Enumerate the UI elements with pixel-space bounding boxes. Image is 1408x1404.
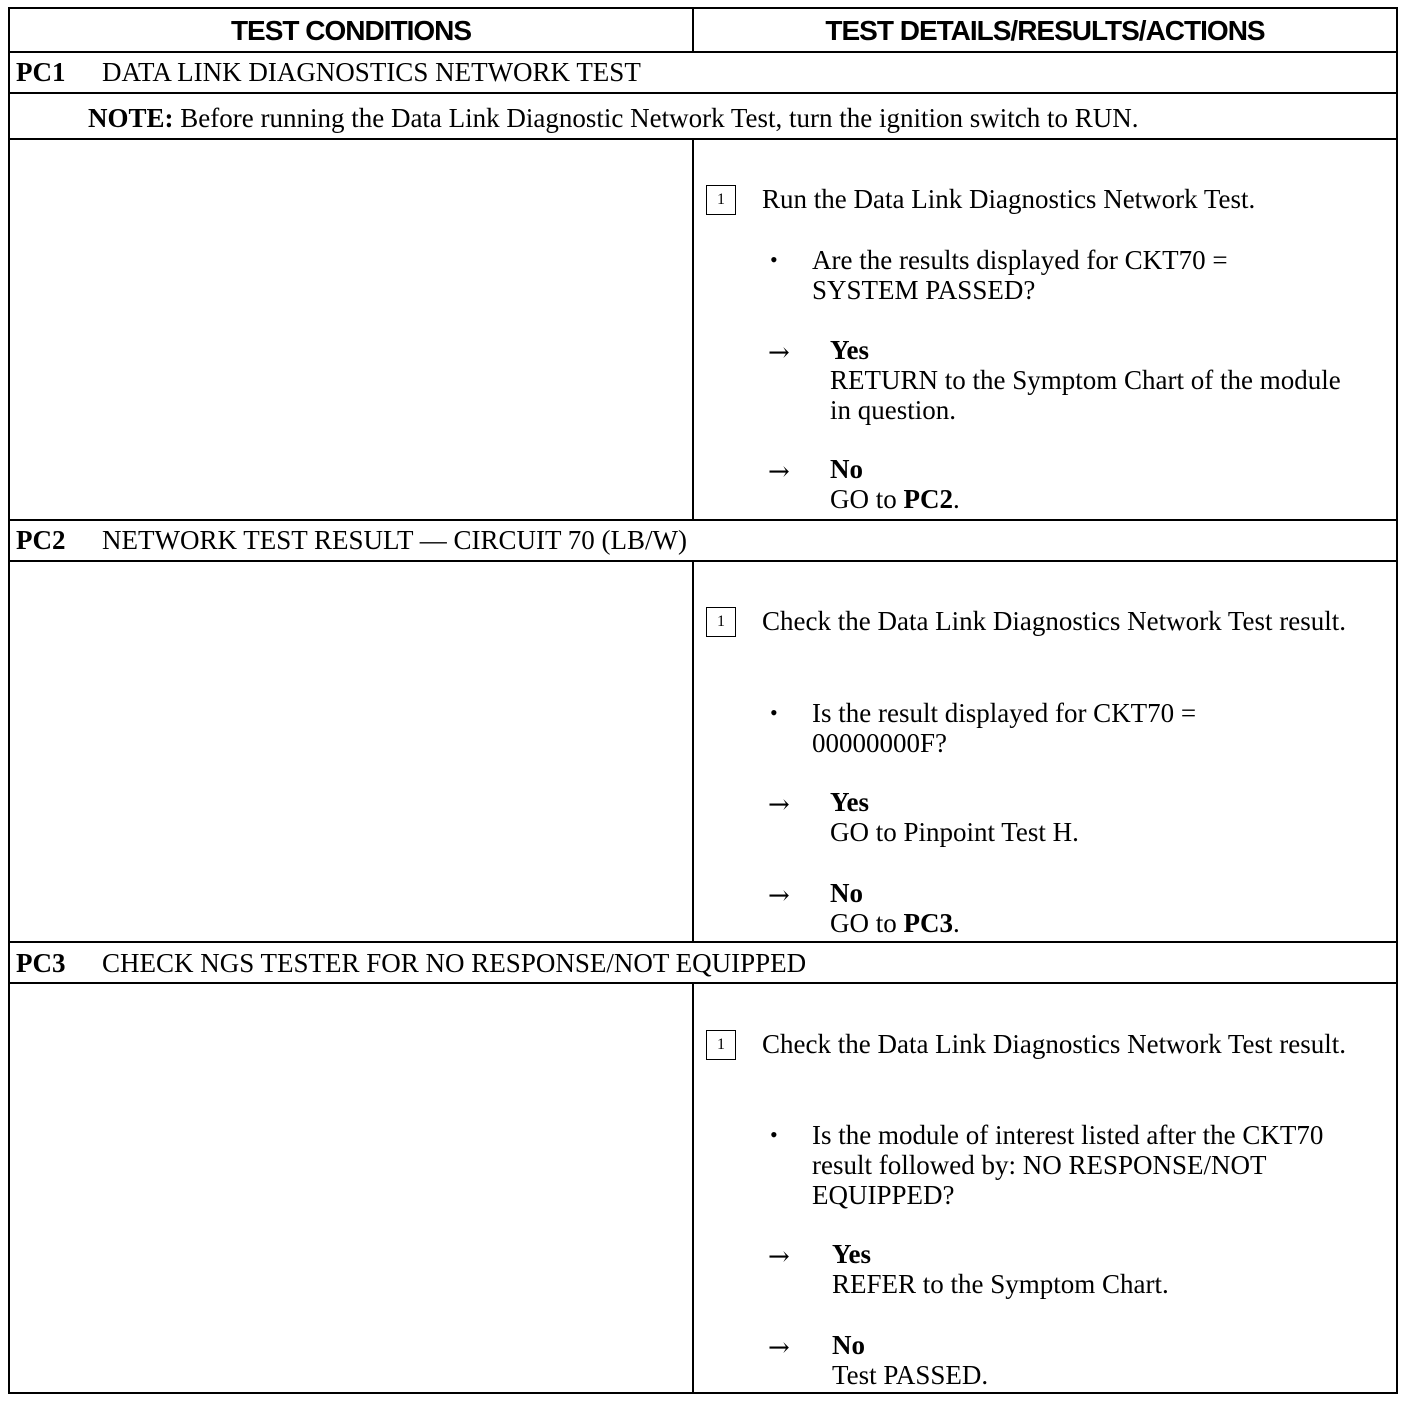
bullet-icon: • (770, 700, 778, 725)
yes-action: REFER to the Symptom Chart. (832, 1269, 1169, 1299)
step-number-box: 1 (706, 185, 736, 215)
no-action-target: PC2 (903, 484, 953, 514)
pc1-end-divider (10, 519, 1396, 521)
step-number-box: 1 (706, 607, 736, 637)
section-code: PC1 (16, 57, 66, 87)
arrow-right-icon: → (768, 881, 790, 911)
pc3-title-divider (10, 982, 1396, 984)
yes-label: Yes (830, 787, 869, 817)
section-title-text: CHECK NGS TESTER FOR NO RESPONSE/NOT EQUIPPED (102, 948, 807, 978)
section-title-pc3 (16, 948, 806, 979)
arrow-right-icon: → (768, 1333, 790, 1363)
arrow-right-icon: → (768, 1242, 790, 1272)
yes-branch (830, 787, 1350, 847)
section-title-pc2 (16, 525, 687, 556)
bullet-icon: • (770, 247, 778, 272)
yes-branch (832, 1239, 1352, 1299)
no-action-suffix: . (953, 484, 960, 514)
note (88, 103, 1138, 134)
pc2-end-divider (10, 941, 1396, 943)
yes-action: GO to Pinpoint Test H. (830, 817, 1079, 847)
section-title-text: NETWORK TEST RESULT — CIRCUIT 70 (LB/W) (102, 525, 688, 555)
no-action-target: PC3 (903, 908, 953, 938)
column-header-test-details: TEST DETAILS/RESULTS/ACTIONS (825, 15, 1265, 46)
arrow-right-icon: → (768, 457, 790, 487)
pc2-title-divider (10, 560, 1396, 562)
step-text: Run the Data Link Diagnostics Network Test. (762, 184, 1256, 214)
no-action-suffix: . (953, 908, 960, 938)
question-text: Is the module of interest listed after the CKT70 result followed by: NO RESPONSE/NOT EQUIPPED? (812, 1120, 1324, 1210)
no-branch (830, 454, 1350, 514)
section-code: PC2 (16, 525, 66, 555)
no-label: No (830, 878, 863, 908)
step-text: Check the Data Link Diagnostics Network Test result. (762, 606, 1346, 636)
pc3-column-divider (692, 982, 694, 1394)
pc1-column-divider (692, 138, 694, 521)
no-branch (830, 878, 1350, 938)
no-label: No (832, 1330, 865, 1360)
note-text: Before running the Data Link Diagnostic Network Test, turn the ignition switch to RUN. (180, 103, 1139, 133)
yes-action: RETURN to the Symptom Chart of the module in question. (830, 365, 1341, 425)
note-divider (10, 138, 1396, 140)
yes-label: Yes (832, 1239, 871, 1269)
section-title-pc1 (16, 57, 641, 88)
question-text: Are the results displayed for CKT70 = SYSTEM PASSED? (812, 245, 1228, 305)
step-number-box: 1 (706, 1030, 736, 1060)
step-text: Check the Data Link Diagnostics Network Test result. (762, 1029, 1346, 1059)
yes-label: Yes (830, 335, 869, 365)
no-branch (832, 1330, 1352, 1390)
test-table (8, 7, 1398, 1394)
bullet-icon: • (770, 1122, 778, 1147)
note-label: NOTE: (88, 103, 174, 133)
no-action-prefix: GO to (830, 908, 904, 938)
no-action-prefix: GO to (830, 484, 904, 514)
section-title-text: DATA LINK DIAGNOSTICS NETWORK TEST (102, 57, 641, 87)
section-code: PC3 (16, 948, 66, 978)
column-header-test-conditions: TEST CONDITIONS (230, 15, 472, 46)
no-action: Test PASSED. (832, 1360, 989, 1390)
arrow-right-icon: → (768, 338, 790, 368)
arrow-right-icon: → (768, 790, 790, 820)
yes-branch (830, 335, 1350, 425)
pc1-title-divider (10, 92, 1396, 94)
no-label: No (830, 454, 863, 484)
pc2-column-divider (692, 560, 694, 943)
question-text: Is the result displayed for CKT70 = 00000000F? (812, 698, 1197, 758)
